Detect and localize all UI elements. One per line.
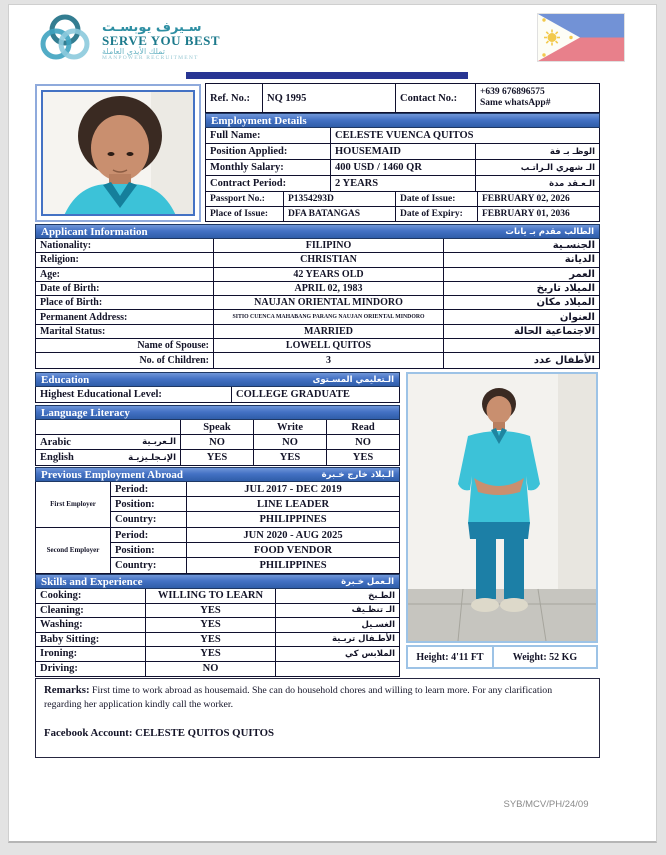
education-header-arabic: الـتعليمي المسـتوى (312, 374, 394, 385)
full-name-value: CELESTE VUENCA QUITOS (335, 130, 474, 141)
date-expiry-label: Date of Expiry: (396, 207, 478, 222)
date-issue-label: Date of Issue: (396, 192, 478, 206)
previous-employment-header: Previous Employment Abroad الـبلاد خارج خـبرة (35, 467, 400, 482)
weight-value: Weight: 52 KG (512, 651, 578, 663)
second-employer-label: Second Employer (36, 528, 111, 573)
reference-contact-table (205, 83, 600, 113)
dob-value: APRIL 02, 1983 (214, 282, 444, 295)
driving-value: NO (146, 662, 276, 677)
cleaning-label: Cleaning: (36, 604, 146, 618)
write-column-header: Write (254, 420, 327, 434)
children-arabic: الأطفال عدد (533, 355, 595, 367)
ironing-arabic: الملابس كي (345, 648, 395, 659)
language-literacy-section (35, 405, 400, 466)
position-value: HOUSEMAID (331, 144, 476, 159)
babysitting-arabic: الأطـفال تربـية (332, 634, 395, 645)
contract-value: 2 YEARS (331, 176, 476, 191)
speak-column-header: Speak (181, 420, 254, 434)
contact-no-label: Contact No.: (396, 84, 476, 112)
religion-label: Religion: (36, 253, 214, 266)
philippines-flag-icon (537, 13, 625, 62)
applicant-header-arabic: الطالب مقدم بـ يانات (505, 226, 594, 237)
english-write-value: YES (254, 450, 327, 465)
logo-text (102, 21, 220, 62)
arabic-read-value: NO (355, 436, 371, 448)
first-country-value: PHILIPPINES (259, 514, 327, 525)
language-col-blank (36, 420, 181, 434)
babysitting-value: YES (146, 633, 276, 647)
age-arabic: العمر (569, 268, 595, 280)
height-value: Height: 4'11 FT (408, 647, 494, 667)
previous-employment-section (35, 467, 400, 574)
nationality-arabic: الجنسـية (552, 240, 595, 252)
washing-arabic: الغسـيل (361, 619, 395, 630)
skills-header-arabic: الـعمل خـبرة (341, 576, 394, 587)
skills-header: Skills and Experience الـعمل خـبرة (35, 574, 400, 589)
place-issue-value: DFA BATANGAS (284, 207, 396, 222)
cleaning-arabic: الـ تنظـيف (351, 605, 395, 616)
education-section (35, 372, 400, 403)
first-period-value: JUL 2017 - DEC 2019 (187, 482, 399, 497)
passport-no-value: P1354293D (284, 192, 396, 206)
religion-arabic: الديانة (564, 254, 595, 266)
applicant-information-section (35, 224, 600, 369)
spouse-value: LOWELL QUITOS (214, 339, 444, 352)
header-divider-bar (186, 72, 468, 79)
education-level-label: Highest Educational Level: (36, 387, 232, 402)
age-label: Age: (36, 268, 214, 281)
position-label: Position Applied: (206, 144, 331, 159)
ironing-value: YES (146, 647, 276, 661)
marital-arabic: الاجتماعية الحالة (513, 325, 595, 337)
remarks-box (35, 678, 600, 758)
salary-value: 400 USD / 1460 QR (331, 160, 476, 175)
salary-label: Monthly Salary: (206, 160, 331, 175)
employment-details-header: Employment Details (205, 113, 600, 128)
washing-label: Washing: (36, 618, 146, 632)
cooking-arabic: الطـبخ (368, 590, 395, 601)
first-employer-group (36, 482, 399, 528)
children-value: 3 (214, 353, 444, 367)
spouse-label: Name of Spouse: (36, 339, 214, 352)
driving-label: Driving: (36, 662, 146, 677)
education-level-value: COLLEGE GRADUATE (236, 389, 350, 400)
second-period-label: Period: (111, 528, 187, 543)
address-arabic: العنوان (559, 311, 595, 323)
pob-arabic: الميلاد مكان (536, 297, 595, 309)
skills-section (35, 574, 400, 677)
contract-label: Contract Period: (206, 176, 331, 191)
agency-logo (36, 10, 220, 73)
previous-employment-header-arabic: الـبلاد خارج خـبرة (321, 469, 394, 480)
washing-value: YES (146, 618, 276, 632)
first-position-value: LINE LEADER (187, 497, 399, 512)
logo-arabic-tagline: تملك الأيدي العاملة (102, 47, 165, 57)
ref-no-value: NQ 1995 (263, 84, 396, 112)
driving-arabic (276, 662, 399, 677)
second-country-value: PHILIPPINES (259, 560, 327, 571)
cooking-value: WILLING TO LEARN (146, 589, 276, 603)
arabic-write-value: NO (254, 435, 327, 449)
second-position-label: Position: (111, 543, 187, 558)
children-label: No. of Children: (36, 353, 214, 367)
second-employer-group (36, 528, 399, 573)
document-code: SYB/MCV/PH/24/09 (503, 799, 589, 810)
education-header: Education الـتعليمي المسـتوى (35, 372, 400, 387)
portrait-photo-frame (35, 84, 201, 222)
second-period-value: JUN 2020 - AUG 2025 (187, 528, 399, 543)
first-country-label: Country: (111, 512, 187, 527)
address-value: SITIO CUENCA MAHABANG PARANG NAUJAN ORIENTAL MINDORO (214, 310, 444, 323)
cooking-label: Cooking: (36, 589, 146, 603)
first-period-label: Period: (111, 482, 187, 497)
read-column-header: Read (351, 421, 375, 433)
pob-label: Place of Birth: (36, 296, 214, 309)
date-issue-value: FEBRUARY 02, 2026 (482, 193, 570, 204)
spouse-arabic (444, 339, 599, 352)
logo-knot-icon (36, 10, 94, 73)
english-language-label: English الإنـجلـيزيـة (36, 450, 181, 465)
contact-no-value: +639 676896575 Same whatsApp# (480, 86, 551, 108)
facebook-account-line: Facebook Account: CELESTE QUITOS QUITOS (44, 726, 274, 739)
nationality-value: FILIPINO (214, 239, 444, 252)
dob-arabic: الميلاد تاريخ (536, 283, 595, 295)
english-speak-value: YES (181, 450, 254, 465)
cleaning-value: YES (146, 604, 276, 618)
applicant-information-header: Applicant Information الطالب مقدم بـ يانات (35, 224, 600, 239)
position-arabic: الوظـ بـ فة (549, 146, 595, 157)
first-employer-label: First Employer (36, 482, 111, 527)
logo-arabic-name: سـيرف يوبسـت (102, 19, 202, 35)
biometrics-row (406, 645, 598, 669)
passport-no-label: Passport No.: (206, 192, 284, 206)
ref-no-label: Ref. No.: (206, 84, 263, 112)
nationality-label: Nationality: (36, 239, 214, 252)
place-issue-label: Place of Issue: (206, 207, 284, 222)
pob-value: NAUJAN ORIENTAL MINDORO (214, 296, 444, 309)
religion-value: CHRISTIAN (214, 253, 444, 266)
logo-name: SERVE YOU BEST (102, 33, 221, 49)
contract-arabic: الـعـقد مدة (549, 178, 595, 189)
portrait-photo (41, 90, 195, 216)
arabic-language-label: Arabic الـعربـية (36, 435, 181, 449)
marital-value: MARRIED (214, 325, 444, 338)
salary-arabic: الـ شهري الـراتـب (520, 162, 595, 173)
marital-label: Marital Status: (36, 325, 214, 338)
second-country-label: Country: (111, 558, 187, 573)
full-body-photo (406, 372, 598, 643)
address-label: Permanent Address: (36, 310, 214, 323)
employment-details-section (205, 113, 600, 222)
second-position-value: FOOD VENDOR (187, 543, 399, 558)
ironing-label: Ironing: (36, 647, 146, 661)
first-position-label: Position: (111, 497, 187, 512)
date-expiry-value: FEBRUARY 01, 2036 (482, 208, 570, 219)
babysitting-label: Baby Sitting: (36, 633, 146, 647)
logo-tagline: MANPOWER RECRUITMENT (102, 55, 199, 62)
age-value: 42 YEARS OLD (214, 268, 444, 281)
full-name-label: Full Name: (206, 128, 331, 143)
dob-label: Date of Birth: (36, 282, 214, 295)
arabic-speak-value: NO (181, 435, 254, 449)
language-literacy-header: Language Literacy (35, 405, 400, 420)
remarks-text: Remarks: First time to work abroad as housemaid. She can do household chores and willing to learn more. For any clarification regarding her application kindly call the worker. (44, 684, 553, 711)
english-read-value: YES (352, 452, 374, 463)
